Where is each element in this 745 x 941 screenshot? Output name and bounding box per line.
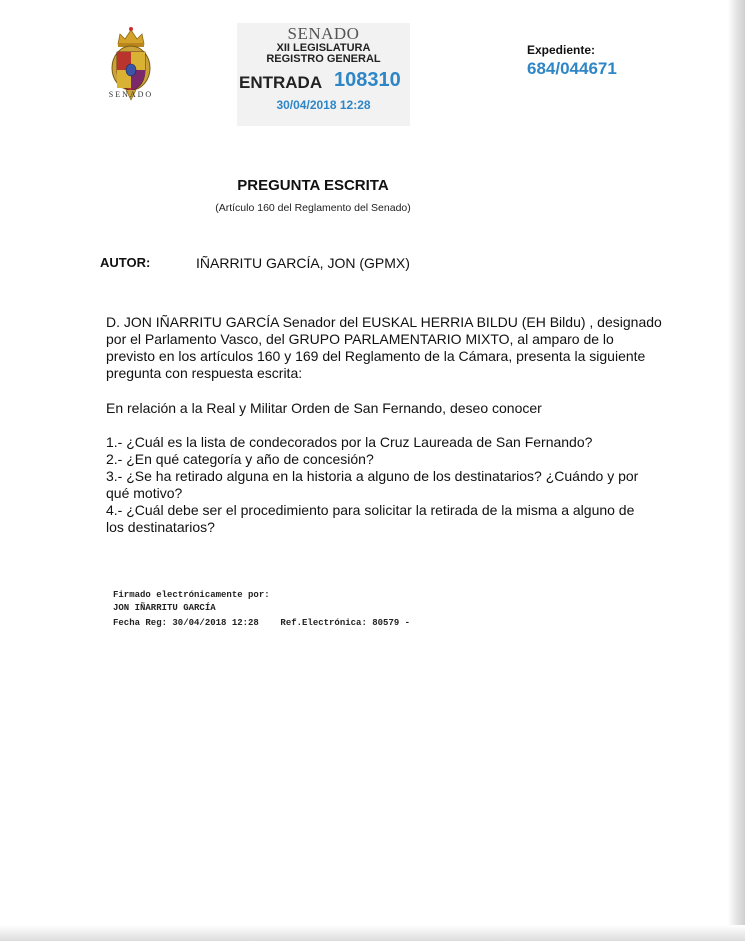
expediente-number: 684/044671 <box>527 59 617 78</box>
stamp-entrada-number: 108310 <box>334 69 401 91</box>
signature-line-name: JON IÑARRITU GARCÍA <box>113 603 216 613</box>
autor-label: AUTOR: <box>100 255 151 270</box>
autor-name: IÑARRITU GARCÍA, JON (GPMX) <box>196 255 410 271</box>
question-list <box>106 434 654 536</box>
intro-paragraph: D. JON IÑARRITU GARCÍA Senador del EUSKAL HERRIA BILDU (EH Bildu) , designado por el Parlamento Vasco, del GRUPO PARLAMENTARIO MIXTO, al amparo de lo previsto en los artículos 160 y 169 del Reglamento de la Cámara, presenta la siguiente pregunta con respuesta escrita: <box>106 314 662 381</box>
stamp-legislatura: XII LEGISLATURA <box>276 42 371 54</box>
question-item: 4.- ¿Cuál debe ser el procedimiento para solicitar la retirada de la misma a alguno de los destinatarios? <box>106 502 635 535</box>
seal-label: SENADO <box>108 90 154 99</box>
question-item: 3.- ¿Se ha retirado alguna en la historia a alguno de los destinatarios? ¿Cuándo y por qué motivo? <box>106 468 639 501</box>
stamp-entrada-label: ENTRADA <box>239 73 323 92</box>
expediente-label: Expediente: <box>527 43 596 57</box>
relation-paragraph: En relación a la Real y Militar Orden de San Fernando, deseo conocer <box>106 400 542 416</box>
document-subtitle: (Artículo 160 del Reglamento del Senado) <box>215 202 411 214</box>
page-bottom-shadow <box>0 925 745 941</box>
signature-line-signed-by: Firmado electrónicamente por: <box>113 590 270 600</box>
question-item: 1.- ¿Cuál es la lista de condecorados por la Cruz Laureada de San Fernando? <box>106 434 593 450</box>
stamp-senado: SENADO <box>287 24 360 43</box>
registry-stamp <box>237 23 410 126</box>
stamp-registro: REGISTRO GENERAL <box>266 53 381 65</box>
question-item: 2.- ¿En qué categoría y año de concesión? <box>106 451 374 467</box>
stamp-date: 30/04/2018 12:28 <box>276 98 371 112</box>
signature-line-registration: Fecha Reg: 30/04/2018 12:28 Ref.Electrónica: 80579 - <box>113 618 411 628</box>
document-title: PREGUNTA ESCRITA <box>237 177 389 194</box>
